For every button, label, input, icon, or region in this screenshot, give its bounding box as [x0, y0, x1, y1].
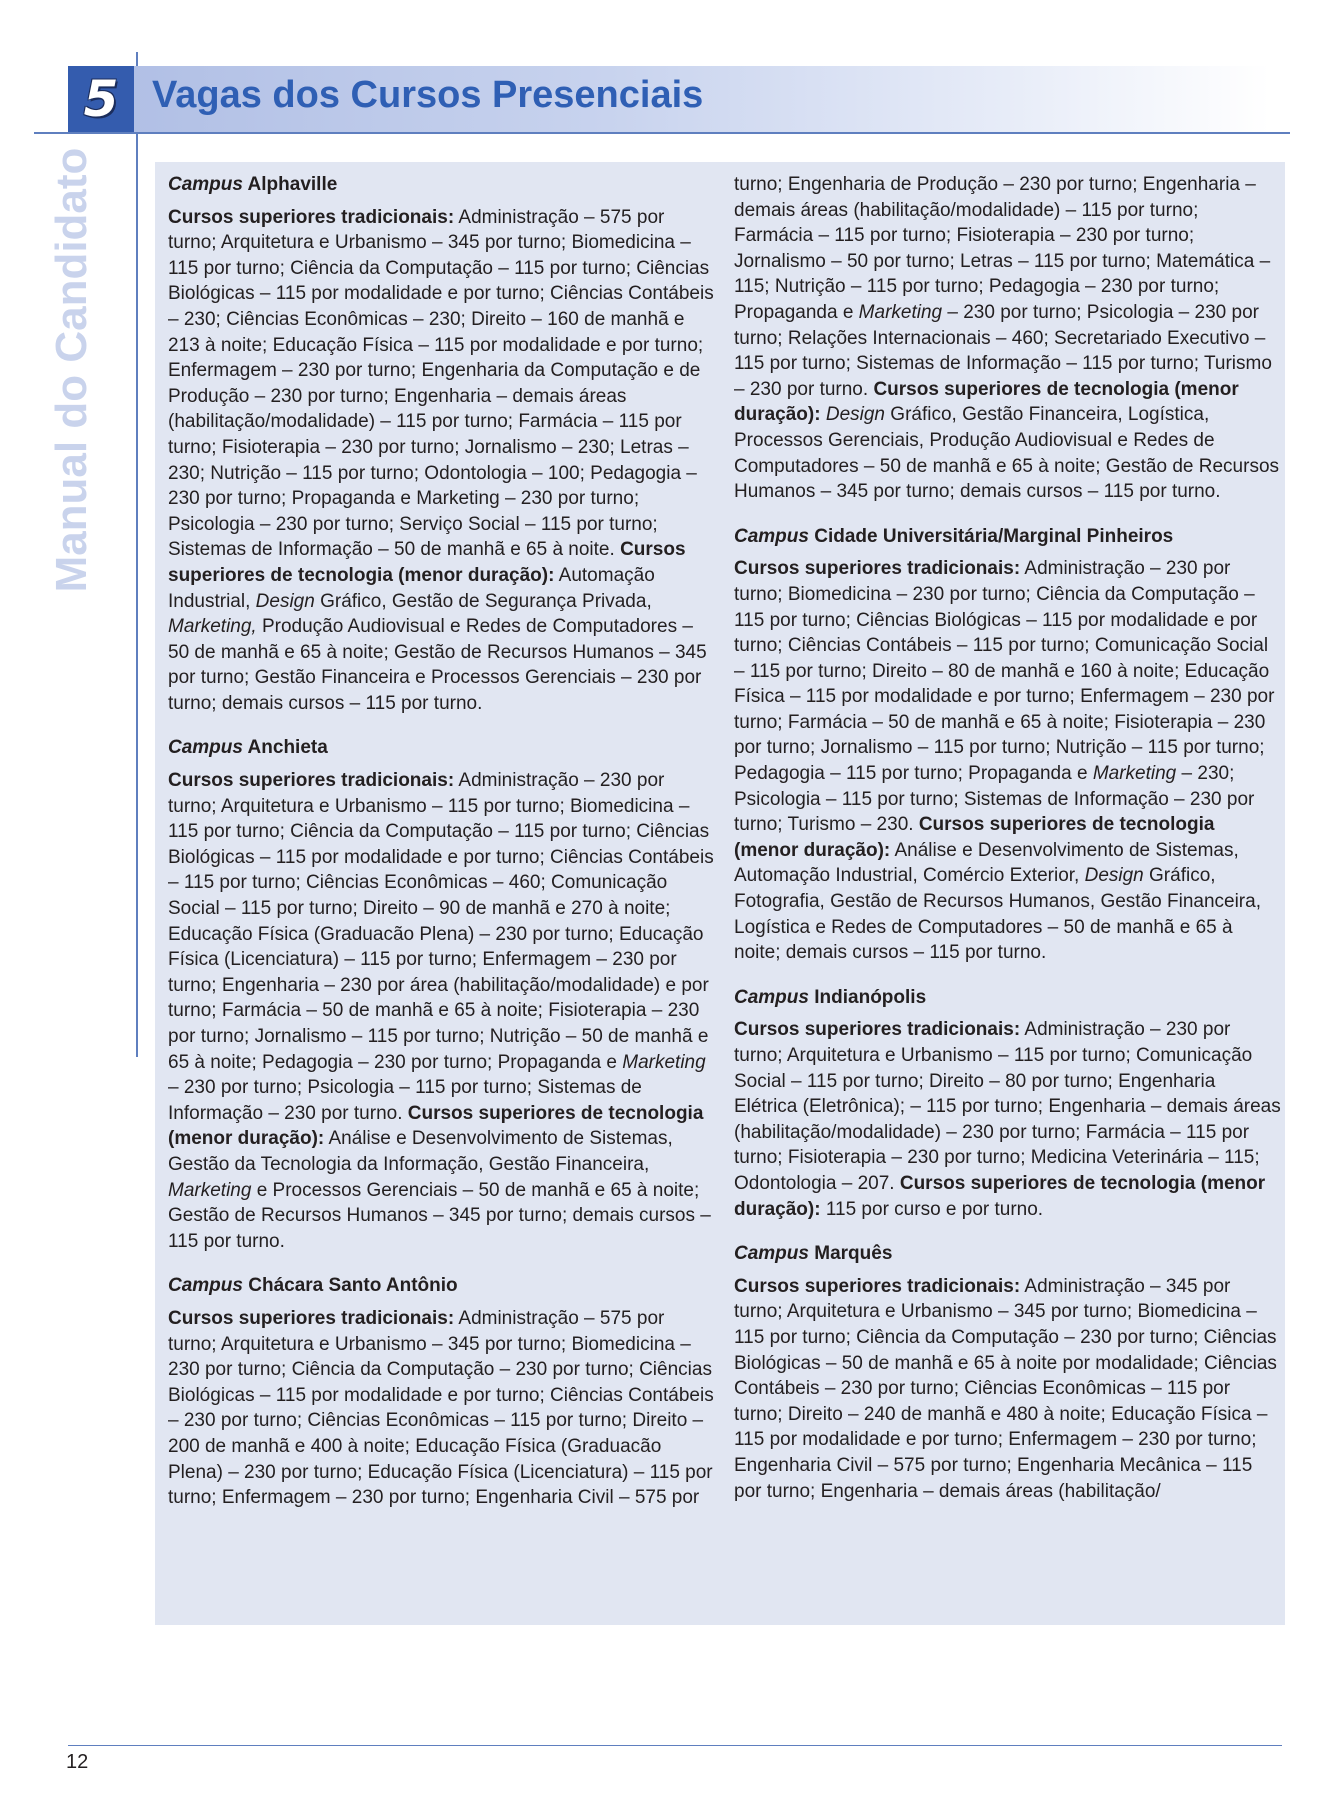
header-rule — [34, 132, 1290, 134]
right-column — [734, 172, 1282, 1504]
chapter-number: 5 — [83, 70, 119, 128]
vertical-rule — [136, 52, 138, 1057]
campus-heading-marques: Campus Marquês — [734, 1243, 893, 1265]
page-title: Vagas dos Cursos Presenciais — [152, 74, 704, 116]
left-column — [168, 172, 716, 1511]
campus-text-chacara-part2: turno; Engenharia de Produção – 230 por turno; Engenharia – demais áreas (habilitação/modalidade) – 115 por turno; Farmácia – 115 por turno; Fisioterapia – 230 por turno; Jornalismo – 50 por turno; Letras – 115 por turno; Matemática – 115; Nutrição – 115 por turno; Pedagogia – 230 por turno; Propaganda e Marketing – 230 por turno; Psicologia – 230 por turno; Relações Internacionais – 460; Secretariado Executivo – 115 por turno; Sistemas de Informação – 115 por turno; Turismo – 230 por turno. Cursos superiores de tecnologia (menor duração): Design Gráfico, Gestão Financeira, Logística, Processos Gerenciais, Produção Audiovisual e Redes de Computadores – 50 de manhã e 65 à noite; Gestão de Recursos Humanos – 345 por turno; demais cursos – 115 por turno. — [734, 174, 1280, 503]
campus-text-marques: Cursos superiores tradicionais: Administração – 345 por turno; Arquitetura e Urbanismo – 345 por turno; Biomedicina – 115 por turno; Ciência da Computação – 230 por turno; Ciências Biológicas – 50 de manhã e 65 à noite por modalidade; Ciências Contábeis – 230 por turno; Ciências Econômicas – 115 por turno; Direito – 240 de manhã e 480 à noite; Educação Física – 115 por modalidade e por turno; Enfermagem – 230 por turno; Engenharia Civil – 575 por turno; Engenharia Mecânica – 115 por turno; Engenharia – demais áreas (habilitação/ — [734, 1275, 1277, 1502]
campus-heading-chacara: Campus Chácara Santo Antônio — [168, 1275, 458, 1297]
campus-heading-indianopolis: Campus Indianópolis — [734, 986, 927, 1008]
campus-heading-cidade-universitaria: Campus Cidade Universitária/Marginal Pinheiros — [734, 525, 1174, 547]
side-label: Manual do Candidato — [47, 147, 96, 593]
footer-rule — [68, 1745, 1282, 1746]
campus-text-chacara-part1: Cursos superiores tradicionais: Administração – 575 por turno; Arquitetura e Urbanismo – 345 por turno; Biomedicina – 230 por turno; Ciência da Computação – 230 por turno; Ciências Biológicas – 115 por modalidade e por turno; Ciências Contábeis – 230 por turno; Ciências Econômicas – 115 por turno; Direito – 200 de manhã e 400 à noite; Educação Física (Graduacão Plena) – 230 por turno; Educação Física (Licenciatura) – 115 por turno; Enfermagem – 230 por turno; Engenharia Civil – 575 por — [168, 1307, 714, 1509]
campus-heading-anchieta: Campus Anchieta — [168, 737, 328, 759]
campus-text-alphaville: Cursos superiores tradicionais: Administração – 575 por turno; Arquitetura e Urbanismo – 345 por turno; Biomedicina – 115 por turno; Ciência da Computação – 115 por turno; Ciências Biológicas – 115 por modalidade e por turno; Ciências Contábeis – 230; Ciências Econômicas – 230; Direito – 160 de manhã e 213 à noite; Educação Física – 115 por modalidade e por turno; Enfermagem – 230 por turno; Engenharia da Computação e de Produção – 230 por turno; Engenharia – demais áreas (habilitação/modalidade) – 115 por turno; Farmácia – 115 por turno; Fisioterapia – 230 por turno; Jornalismo – 230; Letras – 230; Nutrição – 115 por turno; Odontologia – 100; Pedagogia – 230 por turno; Propaganda e Marketing – 230 por turno; Psicologia – 230 por turno; Serviço Social – 115 por turno; Sistemas de Informação – 50 de manhã e 65 à noite. Cursos superiores de tecnologia (menor duração): Automação Industrial, Design Gráfico, Gestão de Segurança Privada, Marketing, Produção Audiovisual e Redes de Computadores – 50 de manhã e 65 à noite; Gestão de Recursos Humanos – 345 por turno; Gestão Financeira e Processos Gerenciais – 230 por turno; demais cursos – 115 por turno. — [168, 206, 714, 714]
page-number: 12 — [66, 1751, 89, 1773]
campus-text-anchieta: Cursos superiores tradicionais: Administração – 230 por turno; Arquitetura e Urbanismo – 115 por turno; Biomedicina – 115 por turno; Ciência da Computação – 115 por turno; Ciências Biológicas – 115 por modalidade e por turno; Ciências Contábeis – 115 por turno; Ciências Econômicas – 460; Comunicação Social – 115 por turno; Direito – 90 de manhã e 270 à noite; Educação Física (Graduacão Plena) – 230 por turno; Educação Física (Licenciatura) – 115 por turno; Enfermagem – 230 por turno; Engenharia – 230 por área (habilitação/modalidade) e por turno; Farmácia – 50 de manhã e 65 à noite; Fisioterapia – 230 por turno; Jornalismo – 115 por turno; Nutrição – 50 de manhã e 65 à noite; Pedagogia – 230 por turno; Propaganda e Marketing – 230 por turno; Psicologia – 115 por turno; Sistemas de Informação – 230 por turno. Cursos superiores de tecnologia (menor duração): Análise e Desenvolvimento de Sistemas, Gestão da Tecnologia da Informação, Gestão Financeira, Marketing e Processos Gerenciais – 50 de manhã e 65 à noite; Gestão de Recursos Humanos – 345 por turno; demais cursos – 115 por turno. — [168, 770, 714, 1252]
campus-text-cidade-universitaria: Cursos superiores tradicionais: Administração – 230 por turno; Biomedicina – 230 por turno; Ciência da Computação – 115 por turno; Ciências Biológicas – 115 por modalidade e por turno; Ciências Contábeis – 115 por turno; Comunicação Social – 115 por turno; Direito – 80 de manhã e 160 à noite; Educação Física – 115 por modalidade e por turno; Enfermagem – 230 por turno; Farmácia – 50 de manhã e 65 à noite; Fisioterapia – 230 por turno; Jornalismo – 115 por turno; Nutrição – 115 por turno; Pedagogia – 115 por turno; Propaganda e Marketing – 230; Psicologia – 115 por turno; Sistemas de Informação – 230 por turno; Turismo – 230. Cursos superiores de tecnologia (menor duração): Análise e Desenvolvimento de Sistemas, Automação Industrial, Comércio Exterior, Design Gráfico, Fotografia, Gestão de Recursos Humanos, Gestão Financeira, Logística e Redes de Computadores – 50 de manhã e 65 à noite; demais cursos – 115 por turno. — [734, 558, 1275, 964]
campus-heading-alphaville: Campus Alphaville — [168, 174, 338, 195]
campus-text-indianopolis: Cursos superiores tradicionais: Administração – 230 por turno; Arquitetura e Urbanismo – 115 por turno; Comunicação Social – 115 por turno; Direito – 80 por turno; Engenharia Elétrica (Eletrônica); – 115 por turno; Engenharia – demais áreas (habilitação/modalidade) – 230 por turno; Farmácia – 115 por turno; Fisioterapia – 230 por turno; Medicina Veterinária – 115; Odontologia – 207. Cursos superiores de tecnologia (menor duração): 115 por curso e por turno. — [734, 1019, 1281, 1220]
